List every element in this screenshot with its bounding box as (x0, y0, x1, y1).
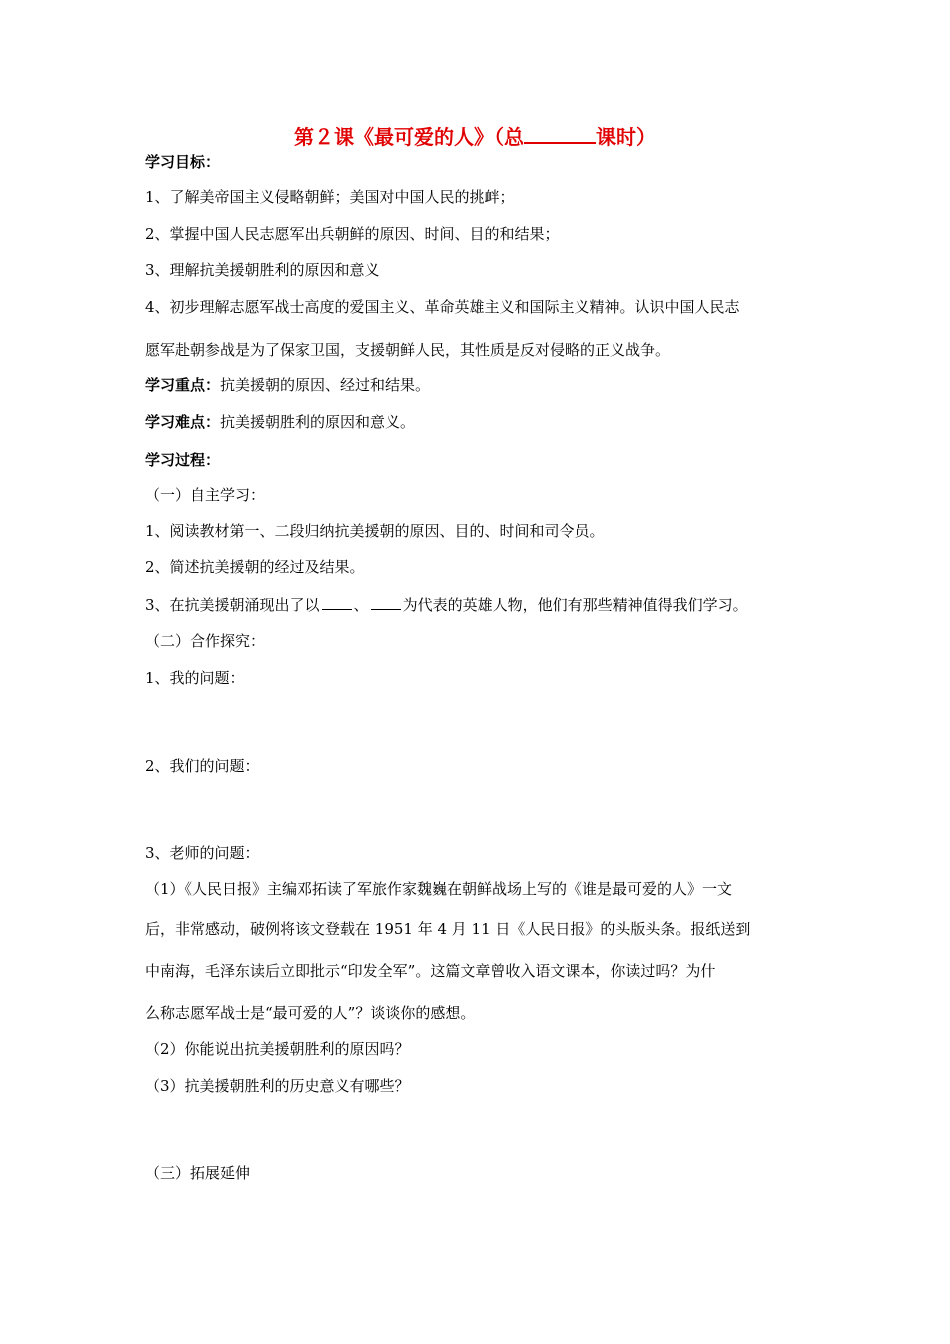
cooperation-q2: 2、我们的问题： (145, 757, 260, 775)
objective-item-3: 3、理解抗美援朝胜利的原因和意义 (145, 261, 380, 279)
page-title (0, 122, 950, 152)
process-heading: 学习过程： (145, 451, 221, 469)
self-study-item-3-part1: 3、在抗美援朝涌现出了以 (145, 596, 320, 614)
title-part2: 课时） (596, 125, 656, 149)
hero-blank-2 (371, 595, 401, 610)
teacher-question-2: （2）你能说出抗美援朝胜利的原因吗？ (145, 1040, 410, 1058)
self-study-item-1: 1、阅读教材第一、二段归纳抗美援朝的原因、目的、时间和司令员。 (145, 522, 605, 540)
objective-item-1: 1、了解美帝国主义侵略朝鲜；美国对中国人民的挑衅； (145, 188, 515, 206)
self-study-item-3 (145, 594, 748, 616)
teacher-question-3: （3）抗美援朝胜利的历史意义有哪些？ (145, 1077, 410, 1095)
key-point (145, 374, 430, 396)
objective-item-4-line1: 4、初步理解志愿军战士高度的爱国主义、革命英雄主义和国际主义精神。认识中国人民志 (145, 298, 740, 316)
cooperation-heading: （二）合作探究： (145, 632, 266, 650)
self-study-item-3-part2: 为代表的英雄人物，他们有那些精神值得我们学习。 (402, 596, 748, 614)
extension-heading: （三）拓展延伸 (145, 1164, 251, 1182)
cooperation-q1: 1、我的问题： (145, 669, 245, 687)
objective-item-2: 2、掌握中国人民志愿军出兵朝鲜的原因、时间、目的和结果； (145, 225, 560, 243)
teacher-question-1-line1: （1）《人民日报》主编邓拓读了军旅作家魏巍在朝鲜战场上写的《谁是最可爱的人》一文 (145, 880, 733, 898)
hero-blank-1 (322, 595, 352, 610)
teacher-question-1-line2: 后，非常感动，破例将该文登载在 1951 年 4 月 11 日《人民日报》的头版头条。报纸送到 (145, 920, 751, 938)
teacher-question-1-line4: 么称志愿军战士是“最可爱的人”？谈谈你的感想。 (145, 1004, 476, 1022)
difficulty (145, 411, 415, 433)
objective-item-4-line2: 愿军赴朝参战是为了保家卫国，支援朝鲜人民，其性质是反对侵略的正义战争。 (145, 341, 671, 359)
difficulty-label: 学习难点： (145, 413, 221, 431)
objectives-heading: 学习目标： (145, 153, 221, 171)
title-blank (524, 124, 596, 144)
cooperation-q3: 3、老师的问题： (145, 844, 260, 862)
self-study-item-3-sep: 、 (353, 596, 369, 614)
difficulty-text: 抗美援朝胜利的原因和意义。 (220, 413, 416, 431)
key-point-text: 抗美援朝的原因、经过和结果。 (220, 376, 431, 394)
teacher-question-1-line3: 中南海，毛泽东读后立即批示“印发全军”。这篇文章曾收入语文课本，你读过吗？为什 (145, 962, 716, 980)
self-study-item-2: 2、简述抗美援朝的经过及结果。 (145, 558, 365, 576)
self-study-heading: （一）自主学习： (145, 486, 266, 504)
title-part1: 第２课《最可爱的人》（总 (294, 125, 524, 149)
key-point-label: 学习重点： (145, 376, 221, 394)
